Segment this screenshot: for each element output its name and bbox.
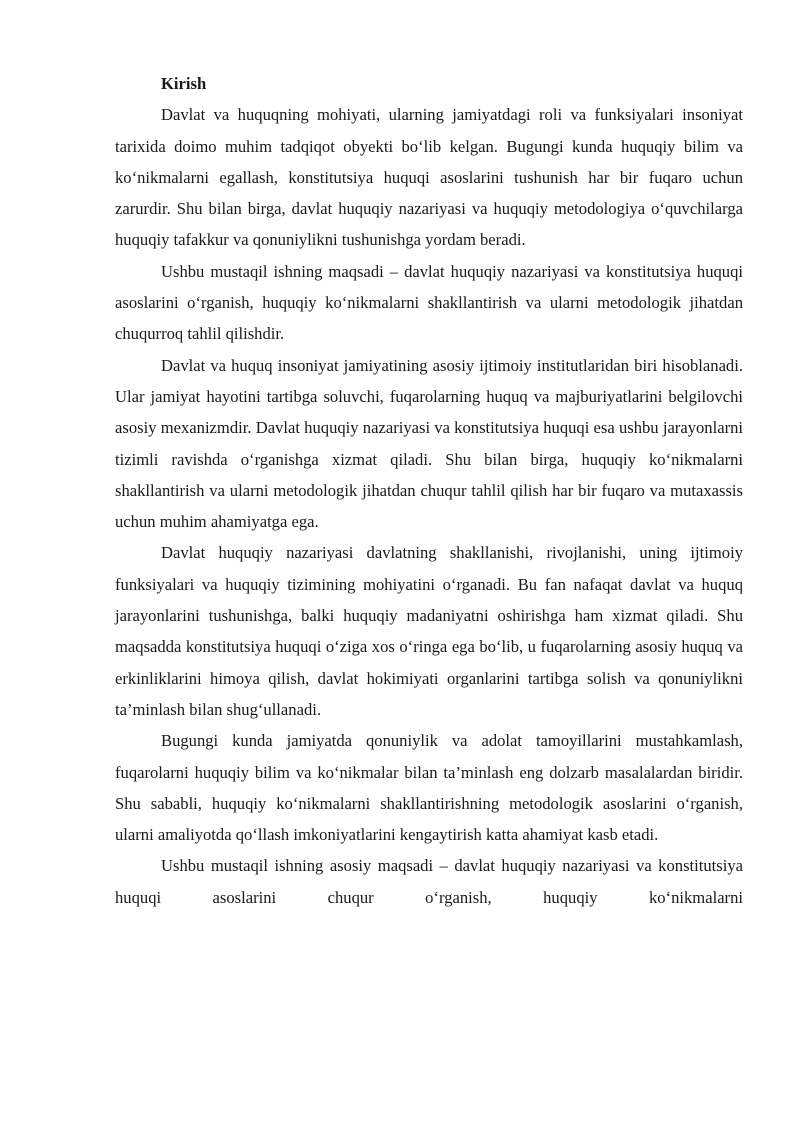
paragraph-2: Ushbu mustaqil ishning maqsadi – davlat huquqiy nazariyasi va konstitutsiya huquqi asoslarini o‘rganish, huquqiy ko‘nikmalarni shakllantirish va ularni metodologik jihatdan chuqurroq tahlil qilishdir. bbox=[115, 261, 743, 344]
section-heading: Kirish bbox=[161, 74, 207, 93]
document-page bbox=[115, 68, 743, 913]
paragraph-6: Ushbu mustaqil ishning asosiy maqsadi – davlat huquqiy nazariyasi va konstitutsiya huquqi asoslarini chuqur o‘rganish, huquqiy ko‘nikmalarni bbox=[115, 856, 743, 907]
paragraph-1: Davlat va huquqning mohiyati, ularning jamiyatdagi roli va funksiyalari insoniyat tarixida doimo muhim tadqiqot obyekti bo‘lib kelgan. Bugungi kunda huquqiy bilim va ko‘nikmalarni egallash, konstitutsiya huquqi asoslarini tushunish har bir fuqaro uchun zarurdir. Shu bilan birga, davlat huquqiy nazariyasi va huquqiy metodologiya o‘quvchilarga huquqiy tafakkur va qonuniylikni tushunishga yordam beradi. bbox=[115, 105, 743, 250]
paragraph-3: Davlat va huquq insoniyat jamiyatining asosiy ijtimoiy institutlaridan biri hisoblanadi. Ular jamiyat hayotini tartibga soluvchi, fuqarolarning huquq va majburiyatlarini belgilovchi asosiy mexanizmdir. Davlat huquqiy nazariyasi va konstitutsiya huquqi esa ushbu jarayonlarni tizimli ravishda o‘rganishga xizmat qiladi. Shu bilan birga, huquqiy ko‘nikmalarni shakllantirish va ularni metodologik jihatdan chuqur tahlil qilish har bir fuqaro va mutaxassis uchun muhim ahamiyatga ega. bbox=[115, 355, 743, 532]
paragraph-5: Bugungi kunda jamiyatda qonuniylik va adolat tamoyillarini mustahkamlash, fuqarolarni huquqiy bilim va ko‘nikmalar bilan ta’minlash eng dolzarb masalalardan biridir. Shu sababli, huquqiy ko‘nikmalarni shakllantirishning metodologik asoslarini o‘rganish, ularni amaliyotda qo‘llash imkoniyatlarini kengaytirish katta ahamiyat kasb etadi. bbox=[115, 731, 743, 845]
paragraph-4: Davlat huquqiy nazariyasi davlatning shakllanishi, rivojlanishi, uning ijtimoiy funksiyalari va huquqiy tizimining mohiyatini o‘rganadi. Bu fan nafaqat davlat va huquq jarayonlarini tushunishga, balki huquqiy madaniyatni oshirishga ham xizmat qiladi. Shu maqsadda konstitutsiya huquqi o‘ziga xos o‘ringa ega bo‘lib, u fuqarolarning asosiy huquq va erkinliklarini himoya qilish, davlat hokimiyati organlarini tartibga solish va qonuniylikni ta’minlash bilan shug‘ullanadi. bbox=[115, 543, 743, 719]
